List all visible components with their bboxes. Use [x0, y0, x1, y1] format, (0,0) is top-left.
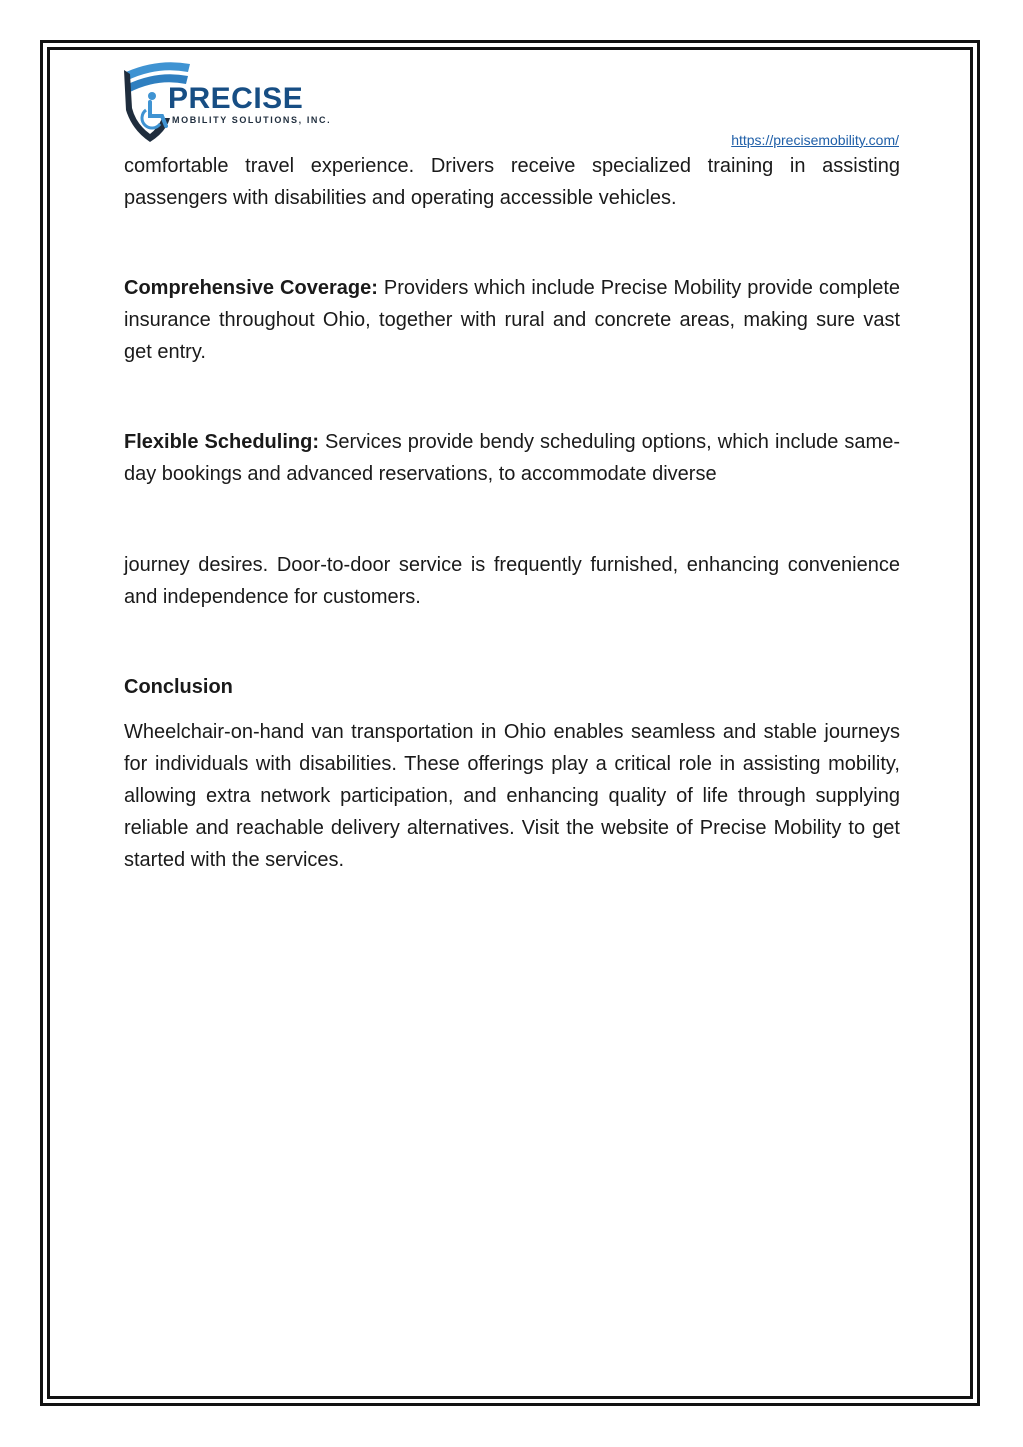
logo-tagline: MOBILITY SOLUTIONS, INC.: [172, 115, 332, 125]
website-link[interactable]: https://precisemobility.com/: [731, 132, 899, 148]
scheduling-label: Flexible Scheduling:: [124, 431, 319, 453]
coverage-paragraph: [124, 272, 900, 368]
scheduling-paragraph: [124, 426, 900, 490]
continuation-paragraph: journey desires. Door-to-door service is frequently furnished, enhancing convenience and independence for customers.: [124, 554, 900, 608]
conclusion-heading: Conclusion: [124, 676, 233, 698]
scheduling-text: Services provide bendy scheduling options, which include same-day bookings and advanced reservations, to accommodate diverse: [124, 431, 900, 485]
intro-paragraph: comfortable travel experience. Drivers receive specialized training in assisting passengers with disabilities and operating accessible vehicles.: [124, 155, 900, 209]
company-logo: [118, 58, 332, 150]
conclusion-paragraph: Wheelchair-on-hand van transportation in Ohio enables seamless and stable journeys for individuals with disabilities. These offerings play a critical role in assisting mobility, allowing extra network participation, and enhancing quality of life through supplying reliable and reachable delivery alternatives. Visit the website of Precise Mobility to get started with the services.: [124, 721, 900, 871]
coverage-label: Comprehensive Coverage:: [124, 277, 378, 299]
logo-brand-text: PRECISE: [168, 82, 304, 115]
document-body: [124, 150, 900, 876]
coverage-text: Providers which include Precise Mobility provide complete insurance throughout Ohio, together with rural and concrete areas, making sure vast get entry.: [124, 277, 900, 363]
